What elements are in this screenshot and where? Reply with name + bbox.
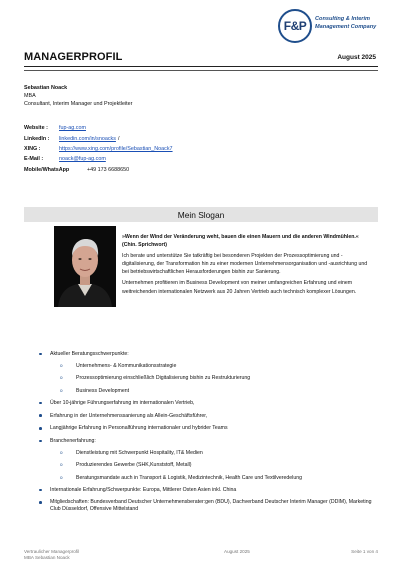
contact-linkedin-row <box>24 133 173 143</box>
logo-circle <box>278 9 312 43</box>
linkedin-label: LinkedIn : <box>24 135 50 142</box>
email-label: E-Mail : <box>24 156 44 163</box>
logo-tagline <box>315 15 376 31</box>
person-name: Sebastian Noack <box>24 85 68 91</box>
list-item: Aktueller Beratungsschwerpunkte: <box>38 350 383 358</box>
list-subitem: o Produzierendes Gewerbe (SHK,Kunststoff, Metall) <box>38 461 383 469</box>
footer-date: August 2025 <box>224 549 250 554</box>
footer-page-number: Seite 1 von 4 <box>351 549 378 554</box>
list-subitem: o Beratungsmandate auch in Transport & Logistik, Medizintechnik, Health Care und Textilveredelung <box>38 474 383 482</box>
company-logo <box>278 9 398 43</box>
list-subitem: o Dienstleistung mit Schwerpunkt Hospitality, IT& Medien <box>38 449 383 457</box>
portrait-photo <box>54 226 116 307</box>
contact-website-row <box>24 123 173 133</box>
list-subitem: o Unternehmens- & Kommunikationsstrategie <box>38 362 383 370</box>
page-title: MANAGERPROFIL <box>24 51 123 63</box>
mobile-label: Mobile/WhatsApp <box>24 166 70 173</box>
contact-email-row <box>24 154 173 164</box>
slogan-heading: Mein Slogan <box>177 209 225 220</box>
linkedin-suffix: / <box>117 135 120 142</box>
intro-text <box>122 233 374 299</box>
contact-xing-row <box>24 144 173 154</box>
xing-label: XING : <box>24 145 41 152</box>
slogan-heading-bar <box>24 207 378 222</box>
qualifications-list <box>38 350 383 518</box>
logo-tagline-line1: Consulting & Interim <box>315 16 371 22</box>
logo-mark: F&P <box>283 19 307 33</box>
mobile-number: +49 173 6688650 <box>87 166 130 173</box>
contact-mobile-row <box>24 165 173 175</box>
contact-block <box>24 123 173 175</box>
header-rule-thin <box>24 70 378 71</box>
portrait-illustration <box>54 226 116 307</box>
intro-paragraph-consulting: Ich berate und unterstütze Sie tatkräftig bei besonderen Projekten der Prozessoptimierung und -digitalisierung, der Transformation hin zu einer modernen Unternehmensorganisation und -ausrichtung und bei betriebswirtschaftlichen Herausforderungen bishin zur Sanierung. <box>122 253 368 276</box>
logo-tagline-line2: Management Company <box>315 24 377 30</box>
website-link[interactable]: fup-ag.com <box>59 125 86 132</box>
xing-link[interactable]: https://www.xing.com/profile/Sebastian_Noack7 <box>59 145 173 152</box>
website-label: Website : <box>24 125 48 132</box>
header-date: August 2025 <box>337 54 376 61</box>
footer-person: MBA Sebastian Noack <box>24 555 70 560</box>
list-item: Mitgliedschaften: Bundesverband Deutscher Unternehmensberater:gen (BDU), Dachverband Deutscher Interim Manager (DDIM), Marketing Club Düsseldorf, Offensive Mittelstand <box>38 499 383 514</box>
list-item: Über 10-jährige Führungserfahrung im internationalen Vertrieb, <box>38 399 383 407</box>
slogan-quote: »Wenn der Wind der Veränderung weht, bauen die einen Mauern und die anderen Windmühlen.« (Chin. Sprichwort) <box>122 234 359 249</box>
list-subitem: o Prozessoptimierung einschließlich Digitalisierung bishin zu Restrukturierung <box>38 374 383 382</box>
linkedin-link[interactable]: linkedin.com/in/snoacks <box>59 135 116 142</box>
list-item: Internationale Erfahrung/Schwerpunkte: Europa, Mittlerer Osten Asien inkl. China <box>38 486 383 494</box>
header-rule <box>24 66 378 67</box>
person-degree: MBA <box>24 93 36 100</box>
list-subitem: o Business Development <box>38 387 383 395</box>
person-role: Consultant, Interim Manager und Projektleiter <box>24 101 133 108</box>
footer-left <box>24 549 79 561</box>
footer-document-name: Vertraulicher Managerprofil <box>24 549 80 554</box>
list-item: Erfahrung in der Unternehmenssanierung als Allein-Geschäftsführer, <box>38 412 383 420</box>
email-link[interactable]: noack@fup-ag.com <box>59 156 106 163</box>
intro-paragraph-business-development: Unternehmen profitieren im Business Development von meiner umfangreichen Erfahrung und einem weitreichenden internationalen Netzwerk aus 20 Jahren Vertrieb auch technisch komplexer Lösungen. <box>122 280 357 295</box>
list-item: Branchenerfahrung: <box>38 437 383 445</box>
identity-block <box>24 84 132 108</box>
list-item: Langjährige Erfahrung in Personalführung internationaler und hybrider Teams <box>38 424 383 432</box>
